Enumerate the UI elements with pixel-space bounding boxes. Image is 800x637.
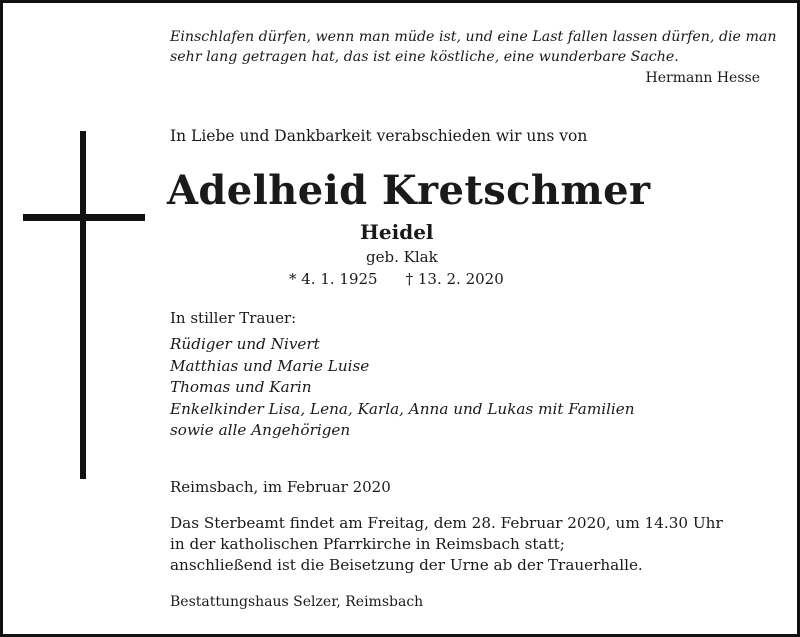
relative-line: Rüdiger und Nivert (170, 335, 320, 353)
death-date: † 13. 2. 2020 (405, 270, 504, 288)
cross-horizontal-bar (23, 214, 145, 221)
deceased-nickname: Heidel (360, 220, 434, 244)
deceased-birth-name: geb. Klak (366, 248, 438, 266)
service-line: anschließend ist die Beisetzung der Urne ab der Trauerhalle. (170, 556, 643, 574)
relatives-list (170, 334, 635, 442)
service-line: in der katholischen Pfarrkirche in Reimsbach statt; (170, 535, 565, 553)
place-date: Reimsbach, im Februar 2020 (170, 478, 391, 496)
birth-date: * 4. 1. 1925 (289, 270, 378, 288)
quote-line-2: sehr lang getragen hat, das ist eine köstliche, eine wunderbare Sache. (170, 49, 679, 65)
relative-line: Thomas und Karin (170, 378, 312, 397)
funeral-home: Bestattungshaus Selzer, Reimsbach (170, 594, 424, 610)
quote-author: Hermann Hesse (645, 70, 760, 86)
deceased-name: Adelheid Kretschmer (167, 167, 651, 214)
relative-line: Enkelkinder Lisa, Lena, Karla, Anna und Lukas mit Familien (170, 399, 635, 418)
relative-line: Matthias und Marie Luise (170, 356, 370, 375)
relative-line: sowie alle Angehörigen (170, 421, 351, 440)
life-dates (289, 270, 504, 288)
intro-text: In Liebe und Dankbarkeit verabschieden wir uns von (170, 127, 588, 145)
cross-vertical-bar (80, 131, 86, 479)
service-line: Das Sterbeamt findet am Freitag, dem 28. Februar 2020, um 14.30 Uhr (170, 514, 723, 532)
quote-line-1: Einschlafen dürfen, wenn man müde ist, und eine Last fallen lassen dürfen, die man (170, 29, 777, 45)
service-info (170, 513, 723, 576)
mourning-label: In stiller Trauer: (170, 309, 297, 327)
